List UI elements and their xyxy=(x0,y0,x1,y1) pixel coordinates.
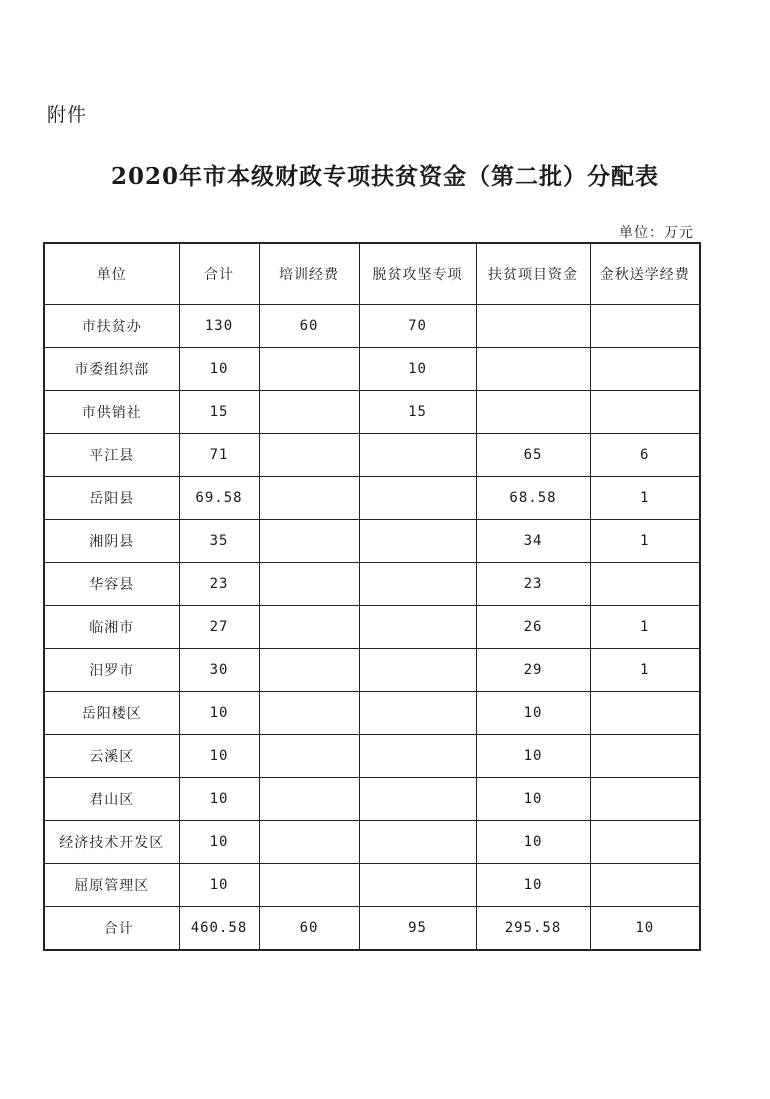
amount-cell: 10 xyxy=(476,692,590,735)
amount-cell: 6 xyxy=(590,434,700,477)
document-title: 2020年市本级财政专项扶贫资金（第二批）分配表 xyxy=(110,163,659,190)
amount-cell: 10 xyxy=(476,778,590,821)
total-cell: 10 xyxy=(590,907,700,951)
unit-name-cell: 经济技术开发区 xyxy=(44,821,179,864)
unit-note: 单位：万元 xyxy=(619,225,694,241)
unit-name-cell: 市供销社 xyxy=(44,391,179,434)
amount-cell: 1 xyxy=(590,606,700,649)
header-cell: 培训经费 xyxy=(259,243,359,305)
amount-cell: 10 xyxy=(476,735,590,778)
header-cell: 合计 xyxy=(179,243,259,305)
amount-cell: 35 xyxy=(179,520,259,563)
unit-name-cell: 岳阳楼区 xyxy=(44,692,179,735)
amount-cell xyxy=(359,520,476,563)
amount-cell xyxy=(359,778,476,821)
amount-cell xyxy=(359,649,476,692)
amount-cell xyxy=(359,563,476,606)
table-row xyxy=(44,520,700,563)
unit-name-cell: 临湘市 xyxy=(44,606,179,649)
amount-cell: 23 xyxy=(476,563,590,606)
table-header-row xyxy=(44,243,700,305)
amount-cell xyxy=(590,735,700,778)
table-row xyxy=(44,864,700,907)
amount-cell: 10 xyxy=(179,821,259,864)
amount-cell: 60 xyxy=(259,305,359,348)
amount-cell xyxy=(590,563,700,606)
amount-cell: 27 xyxy=(179,606,259,649)
amount-cell xyxy=(259,563,359,606)
amount-cell: 10 xyxy=(179,348,259,391)
amount-cell: 10 xyxy=(179,778,259,821)
table-row xyxy=(44,563,700,606)
unit-name-cell: 屈原管理区 xyxy=(44,864,179,907)
amount-cell: 65 xyxy=(476,434,590,477)
table-row xyxy=(44,821,700,864)
amount-cell xyxy=(259,434,359,477)
unit-name-cell: 平江县 xyxy=(44,434,179,477)
allocation-table xyxy=(43,242,701,951)
total-cell: 460.58 xyxy=(179,907,259,951)
amount-cell xyxy=(476,305,590,348)
unit-name-cell: 市扶贫办 xyxy=(44,305,179,348)
amount-cell xyxy=(259,649,359,692)
table-row xyxy=(44,606,700,649)
table-row xyxy=(44,778,700,821)
total-label-cell: 合计 xyxy=(44,907,179,951)
table-body xyxy=(44,305,700,907)
amount-cell: 10 xyxy=(179,692,259,735)
amount-cell: 34 xyxy=(476,520,590,563)
total-cell: 295.58 xyxy=(476,907,590,951)
table-row xyxy=(44,477,700,520)
table-row xyxy=(44,391,700,434)
amount-cell: 130 xyxy=(179,305,259,348)
amount-cell xyxy=(259,520,359,563)
unit-name-cell: 湘阴县 xyxy=(44,520,179,563)
unit-name-cell: 君山区 xyxy=(44,778,179,821)
amount-cell xyxy=(476,391,590,434)
header-cell: 单位 xyxy=(44,243,179,305)
table-total-row xyxy=(44,907,700,951)
amount-cell: 70 xyxy=(359,305,476,348)
total-cell: 60 xyxy=(259,907,359,951)
header-cell: 脱贫攻坚专项 xyxy=(359,243,476,305)
total-cell: 95 xyxy=(359,907,476,951)
amount-cell xyxy=(359,692,476,735)
amount-cell xyxy=(590,348,700,391)
unit-name-cell: 云溪区 xyxy=(44,735,179,778)
table-row xyxy=(44,305,700,348)
amount-cell: 68.58 xyxy=(476,477,590,520)
attachment-label: 附件 xyxy=(47,104,88,126)
amount-cell xyxy=(259,821,359,864)
amount-cell xyxy=(590,305,700,348)
amount-cell xyxy=(259,391,359,434)
table-row xyxy=(44,348,700,391)
amount-cell: 10 xyxy=(359,348,476,391)
amount-cell xyxy=(590,391,700,434)
amount-cell: 23 xyxy=(179,563,259,606)
header-cell: 金秋送学经费 xyxy=(590,243,700,305)
amount-cell: 15 xyxy=(179,391,259,434)
amount-cell: 26 xyxy=(476,606,590,649)
amount-cell: 10 xyxy=(179,735,259,778)
amount-cell xyxy=(476,348,590,391)
amount-cell xyxy=(259,864,359,907)
amount-cell xyxy=(590,864,700,907)
amount-cell xyxy=(259,477,359,520)
amount-cell: 29 xyxy=(476,649,590,692)
amount-cell xyxy=(590,821,700,864)
amount-cell: 69.58 xyxy=(179,477,259,520)
amount-cell xyxy=(359,821,476,864)
amount-cell: 10 xyxy=(476,864,590,907)
table-row xyxy=(44,735,700,778)
amount-cell xyxy=(590,692,700,735)
amount-cell: 10 xyxy=(179,864,259,907)
amount-cell: 1 xyxy=(590,520,700,563)
amount-cell: 15 xyxy=(359,391,476,434)
amount-cell: 10 xyxy=(476,821,590,864)
header-cell: 扶贫项目资金 xyxy=(476,243,590,305)
table-row xyxy=(44,649,700,692)
unit-name-cell: 华容县 xyxy=(44,563,179,606)
amount-cell xyxy=(359,606,476,649)
amount-cell: 1 xyxy=(590,649,700,692)
amount-cell xyxy=(259,778,359,821)
amount-cell: 1 xyxy=(590,477,700,520)
table-row xyxy=(44,692,700,735)
table-row xyxy=(44,434,700,477)
amount-cell xyxy=(259,735,359,778)
unit-name-cell: 市委组织部 xyxy=(44,348,179,391)
amount-cell: 71 xyxy=(179,434,259,477)
amount-cell xyxy=(259,692,359,735)
amount-cell xyxy=(359,434,476,477)
amount-cell xyxy=(259,606,359,649)
amount-cell xyxy=(259,348,359,391)
amount-cell xyxy=(359,735,476,778)
unit-name-cell: 岳阳县 xyxy=(44,477,179,520)
unit-name-cell: 汨罗市 xyxy=(44,649,179,692)
amount-cell xyxy=(359,864,476,907)
amount-cell xyxy=(590,778,700,821)
amount-cell: 30 xyxy=(179,649,259,692)
amount-cell xyxy=(359,477,476,520)
